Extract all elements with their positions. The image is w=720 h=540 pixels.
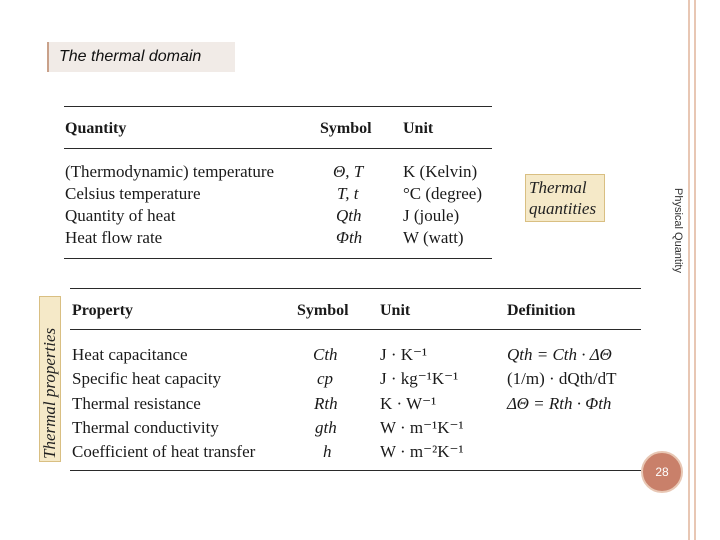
quantity-cell: (Thermodynamic) temperature [65, 162, 275, 181]
symbol-cell: gth [315, 418, 337, 437]
symbol-cell: Qth [336, 206, 362, 225]
unit-cell: K (Kelvin) [403, 162, 478, 181]
symbol-cell: Φth [336, 228, 363, 247]
symbol-cell: Rth [314, 394, 338, 413]
header-unit: Unit [403, 120, 434, 137]
property-cell: Thermal resistance [72, 394, 201, 413]
property-cell: Heat capacitance [72, 345, 188, 364]
unit-cell: J (joule) [403, 206, 460, 225]
symbol-cell: Θ, T [333, 162, 364, 181]
header-rule [64, 148, 492, 149]
thermal-properties-badge [39, 296, 61, 462]
top-rule [64, 106, 492, 107]
unit-cell: J · kg⁻¹K⁻¹ [380, 369, 459, 388]
bottom-rule [64, 258, 492, 259]
header-symbol: Symbol [320, 120, 372, 137]
property-cell: Specific heat capacity [72, 369, 222, 388]
unit-cell: J · K⁻¹ [380, 345, 428, 364]
physical-quantity-label: Physical Quantity [672, 188, 684, 273]
top-rule [70, 288, 641, 289]
unit-cell: °C (degree) [403, 184, 483, 203]
property-cell: Coefficient of heat transfer [72, 442, 256, 461]
page-number: 28 [641, 451, 683, 493]
quantity-cell: Heat flow rate [65, 228, 163, 247]
header-property: Property [72, 302, 134, 319]
header-rule [70, 329, 641, 330]
slide-border-right-2 [694, 0, 696, 540]
badge-text: Thermal properties [40, 327, 59, 459]
unit-cell: W (watt) [403, 228, 464, 247]
definition-cell: ΔΘ = Rth · Φth [507, 394, 612, 413]
slide-border-right-1 [688, 0, 690, 540]
thermal-quantities-badge [525, 174, 605, 222]
quantity-cell: Celsius temperature [65, 184, 201, 203]
definition-cell: Qth = Cth · ΔΘ [507, 345, 612, 364]
slide-title-box [47, 42, 235, 72]
header-quantity: Quantity [65, 120, 127, 137]
quantity-cell: Quantity of heat [65, 206, 176, 225]
header-definition: Definition [507, 302, 576, 319]
unit-cell: W · m⁻¹K⁻¹ [380, 418, 464, 437]
unit-cell: W · m⁻²K⁻¹ [380, 442, 464, 461]
badge-line: Thermal [529, 178, 587, 197]
symbol-cell: Cth [313, 345, 338, 364]
slide-title: The thermal domain [59, 48, 202, 65]
definition-cell: (1/m) · dQth/dT [507, 369, 617, 388]
header-symbol: Symbol [297, 302, 349, 319]
bottom-rule [70, 470, 641, 471]
property-cell: Thermal conductivity [72, 418, 219, 437]
unit-cell: K · W⁻¹ [380, 394, 437, 413]
symbol-cell: h [323, 442, 332, 461]
symbol-cell: cp [317, 369, 334, 388]
symbol-cell: T, t [337, 184, 359, 203]
badge-line: quantities [529, 199, 597, 218]
header-unit: Unit [380, 302, 411, 319]
